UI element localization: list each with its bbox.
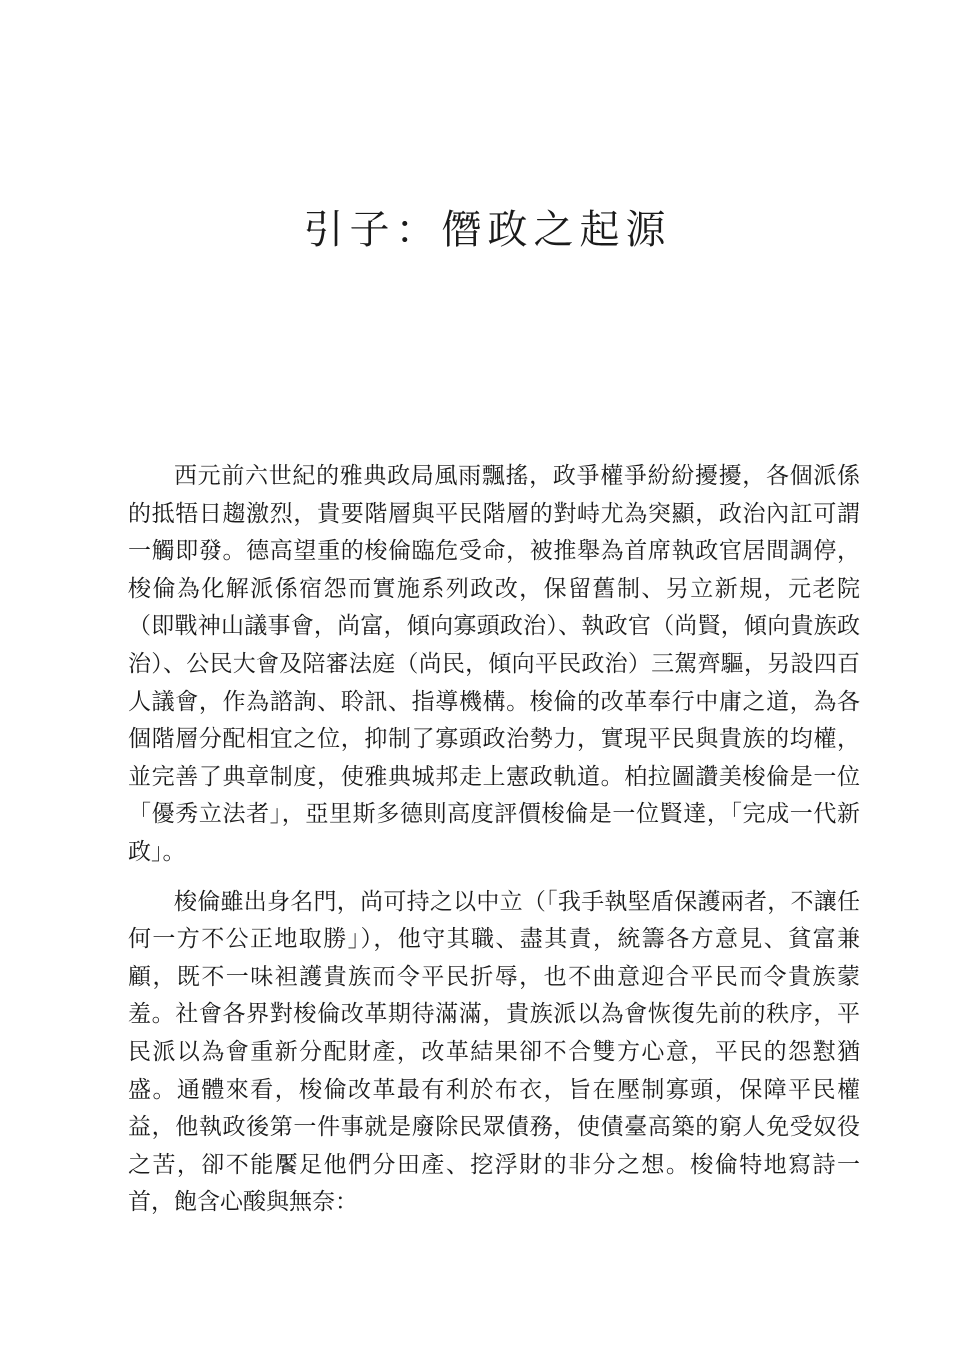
paragraph-1: 西元前六世紀的雅典政局風雨飄搖，政爭權爭紛紛擾擾，各個派係的抵牾日趨激烈，貴要階層與平民階層的對峙尤為突顯，政治內訌可謂一觸即發。德高望重的梭倫臨危受命，被推舉為首席執政官居間調停，梭倫為化解派係宿怨而實施系列政改，保留舊制、另立新規，元老院（即戰神山議事會，尚富，傾向寡頭政治）、執政官（尚賢，傾向貴族政治）、公民大會及陪審法庭（尚民，傾向平民政治）三駕齊驅，另設四百人議會，作為諮詢、聆訊、指導機構。梭倫的改革奉行中庸之道，為各個階層分配相宜之位，抑制了寡頭政治勢力，實現平民與貴族的均權，並完善了典章制度，使雅典城邦走上憲政軌道。柏拉圖讚美梭倫是一位「優秀立法者」，亞里斯多德則高度評價梭倫是一位賢達，「完成一代新政」。 (128, 463, 860, 865)
chapter-title: 引子：僭政之起源 (303, 207, 672, 253)
paragraph-2: 梭倫雖出身名門，尚可持之以中立（「我手執堅盾保護兩者，不讓任何一方不公正地取勝」），他守其職、盡其責，統籌各方意見、貧富兼顧，既不一味袒護貴族而令平民折辱，也不曲意迎合平民而令貴族蒙羞。社會各界對梭倫改革期待滿滿，貴族派以為會恢復先前的秩序，平民派以為會重新分配財產，改革結果卻不合雙方心意，平民的怨懟猶盛。通體來看，梭倫改革最有利於布衣，旨在壓制寡頭，保障平民權益，他執政後第一件事就是廢除民眾債務，使債臺高築的窮人免受奴役之苦，卻不能饜足他們分田產、挖浮財的非分之想。梭倫特地寫詩一首，飽含心酸與無奈： (128, 888, 860, 1216)
body-text (128, 458, 860, 1222)
